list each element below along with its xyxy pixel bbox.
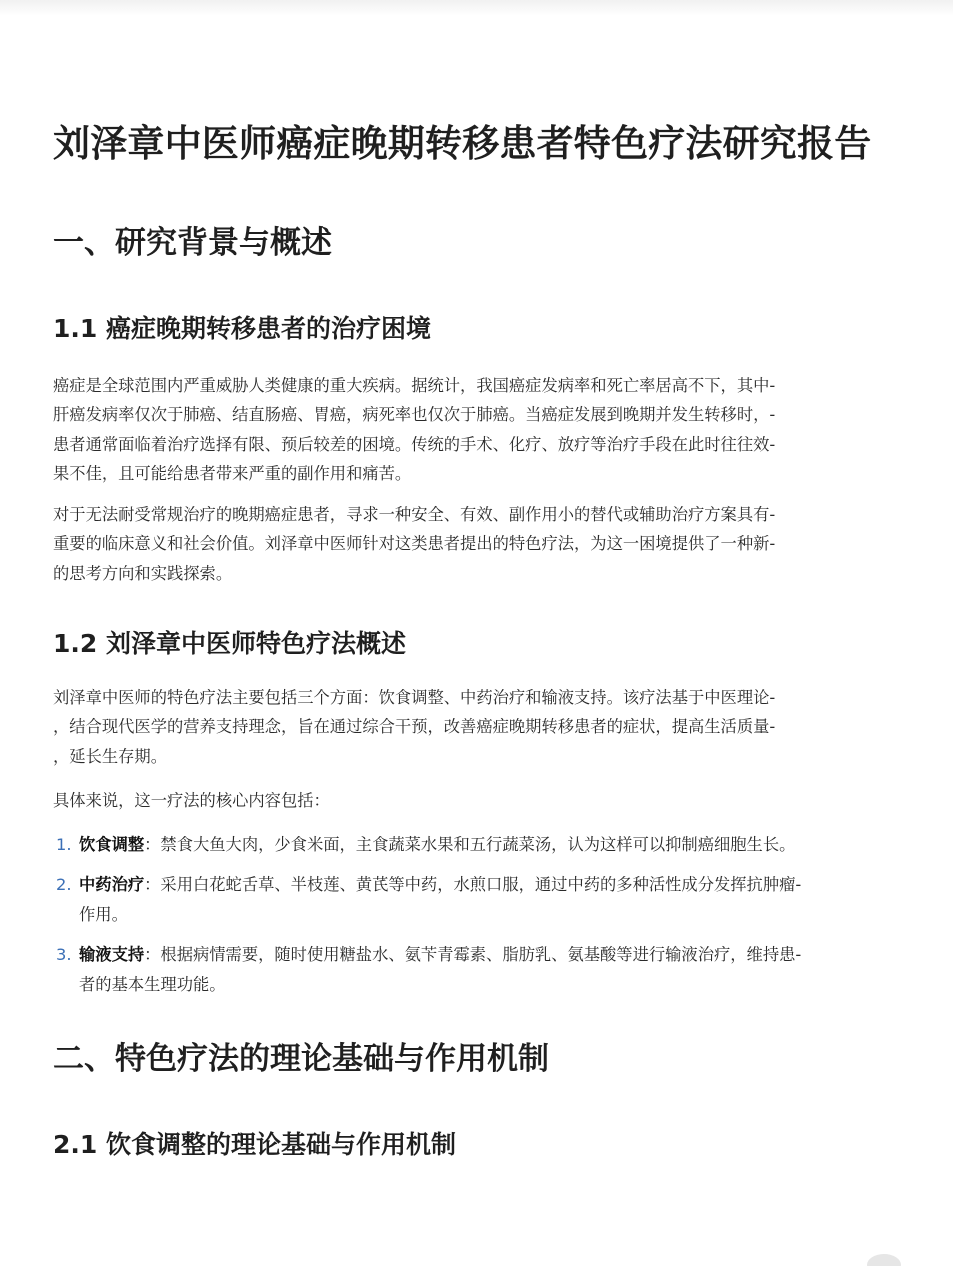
list-description-continued: 作用。 <box>79 904 128 924</box>
list-item <box>53 830 933 859</box>
section-1-2-paragraph-2 <box>53 786 905 815</box>
section-2-heading: 二、特色疗法的理论基础与作用机制 <box>53 1041 549 1077</box>
list-number: 2. <box>56 875 72 895</box>
list-text <box>79 830 933 859</box>
list-number: 1. <box>56 835 72 854</box>
list-term: 输液支持 <box>79 945 145 965</box>
section-1-1-heading: 1.1 癌症晚期转移患者的治疗困境 <box>53 314 431 343</box>
scroll-indicator[interactable] <box>867 1254 901 1266</box>
list-text <box>79 870 933 899</box>
text-line: ，结合现代医学的营养支持理念，旨在通过综合干预，改善癌症晚期转移患者的症状，提高生活质量- <box>53 717 776 737</box>
section-1-2-heading: 1.2 刘泽章中医师特色疗法概述 <box>53 629 406 658</box>
list-description-continued: 者的基本生理功能。 <box>79 974 226 994</box>
text-line: 癌症是全球范围内严重威胁人类健康的重大疾病。据统计，我国癌症发病率和死亡率居高不下，其中- <box>53 376 776 395</box>
list-description: ：采用白花蛇舌草、半枝莲、黄芪等中药，水煎口服，通过中药的多种活性成分发挥抗肿瘤- <box>144 875 802 895</box>
list-term: 中药治疗 <box>79 875 145 895</box>
text-line: 对于无法耐受常规治疗的晚期癌症患者，寻求一种安全、有效、副作用小的替代或辅助治疗方案具有- <box>53 505 776 524</box>
list-term: 饮食调整 <box>79 835 145 854</box>
text-line: 果不佳，且可能给患者带来严重的副作用和痛苦。 <box>53 464 412 484</box>
section-1-heading: 一、研究背景与概述 <box>53 225 332 261</box>
text-line: 重要的临床意义和社会价值。刘泽章中医师针对这类患者提出的特色疗法，为这一困境提供了一种新- <box>53 534 776 554</box>
text-line: 肝癌发病率仅次于肺癌、结直肠癌、胃癌，病死率也仅次于肺癌。当癌症发展到晚期并发生转移时，- <box>53 405 776 425</box>
section-2-1-heading: 2.1 饮食调整的理论基础与作用机制 <box>53 1130 456 1159</box>
list-text <box>79 940 933 969</box>
list-description: ：禁食大鱼大肉，少食米面，主食蔬菜水果和五行蔬菜汤，认为这样可以抑制癌细胞生长。 <box>144 835 796 854</box>
list-number: 3. <box>56 945 72 965</box>
text-line: ，延长生存期。 <box>53 746 167 766</box>
text-line: 具体来说，这一疗法的核心内容包括： <box>53 791 330 810</box>
text-line: 的思考方向和实践探索。 <box>53 563 233 583</box>
therapy-list <box>53 830 933 999</box>
top-shadow <box>0 0 953 16</box>
list-item <box>53 940 933 999</box>
document-title: 刘泽章中医师癌症晚期转移患者特色疗法研究报告 <box>53 122 872 165</box>
text-line: 患者通常面临着治疗选择有限、预后较差的困境。传统的手术、化疗、放疗等治疗手段在此时往往效- <box>53 434 776 454</box>
list-description: ：根据病情需要，随时使用糖盐水、氨苄青霉素、脂肪乳、氨基酸等进行输液治疗，维持患- <box>144 945 802 965</box>
section-1-1-paragraph-2 <box>53 500 905 588</box>
list-item <box>53 870 933 929</box>
section-1-1-paragraph-1 <box>53 371 905 489</box>
text-line: 刘泽章中医师的特色疗法主要包括三个方面：饮食调整、中药治疗和输液支持。该疗法基于中医理论- <box>53 688 776 707</box>
section-1-2-paragraph-1 <box>53 683 905 771</box>
